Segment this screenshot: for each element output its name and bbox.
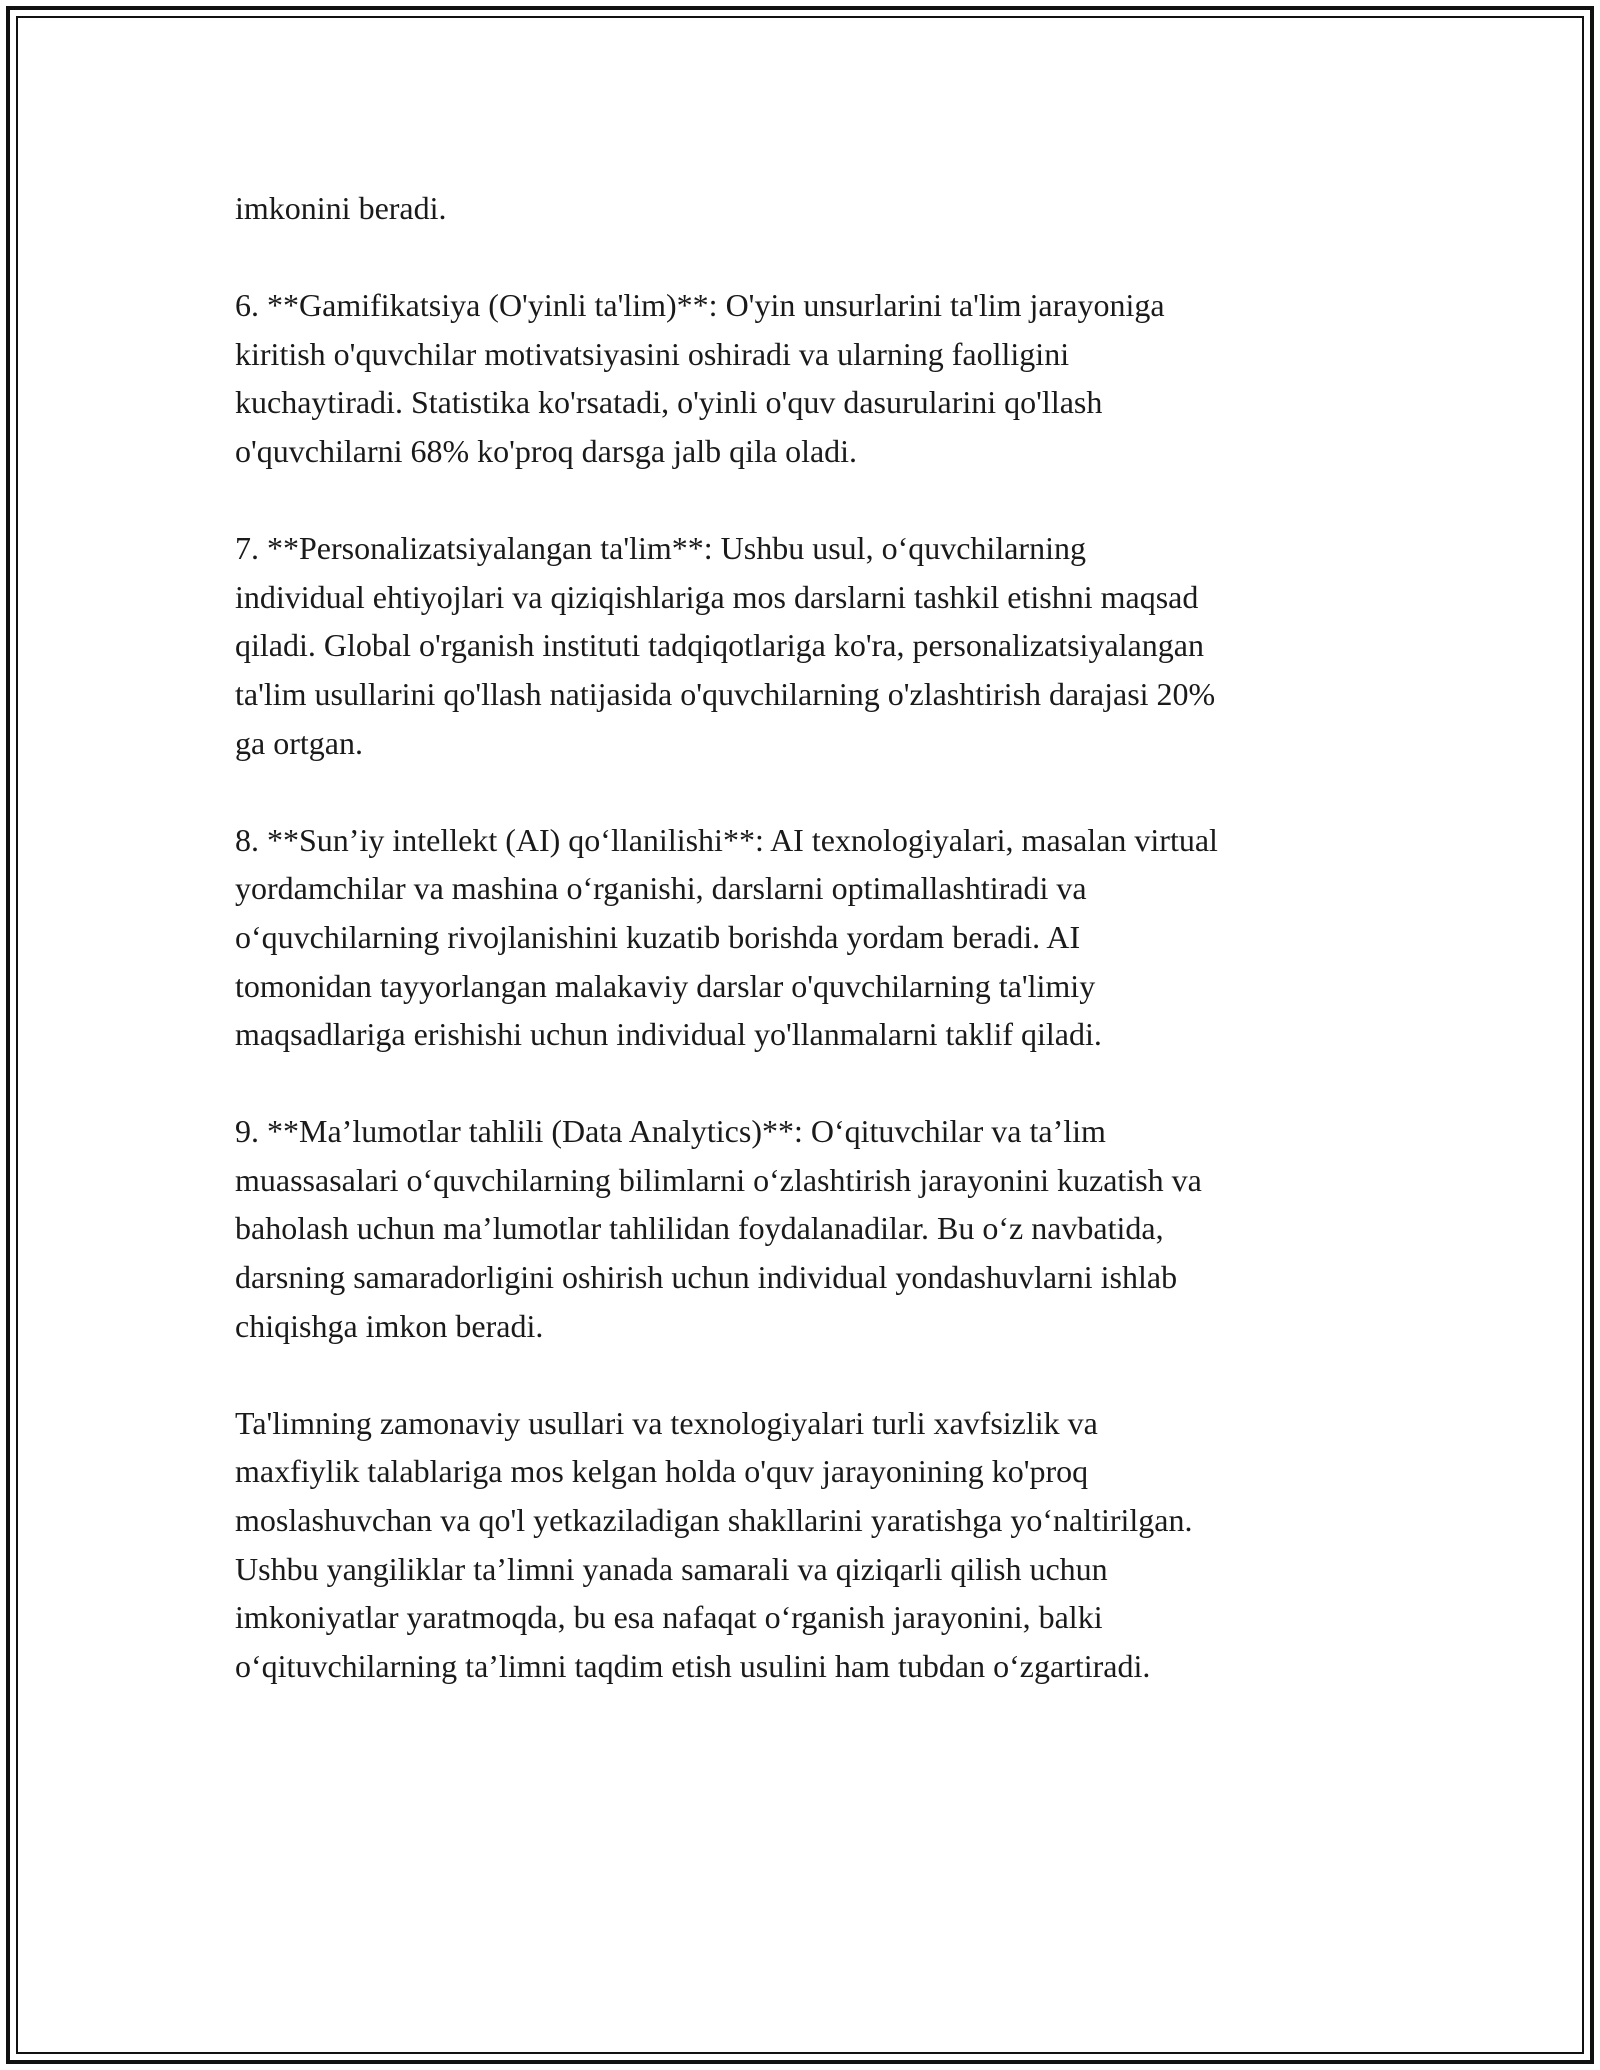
- paragraph-continuation: imkonini beradi.: [235, 190, 447, 226]
- closing-paragraph: Ta'limning zamonaviy usullari va texnologiyalari turli xavfsizlik va maxfiylik talablariga mos kelgan holda o'quv jarayonining ko'proq moslashuvchan va qo'l yetkaziladigan shakllarini yaratishga yo‘naltirilgan. Ushbu yangiliklar ta’limni yanada samarali va qiziqarli qilish uchun imkoniyatlar yaratmoqda, bu esa nafaqat o‘rganish jarayonini, balki o‘qituvchilarning ta’limni taqdim etish usulini ham tubdan o‘zgartiradi.: [235, 1404, 1193, 1684]
- list-item-artificial-intelligence: 8. **Sun’iy intellekt (AI) qo‘llanilishi**: AI texnologiyalari, masalan virtual yordamchilar va mashina o‘rganishi, darslarni optimallashtiradi va o‘quvchilarning rivojlanishini kuzatib borishda yordam beradi. AI tomonidan tayyorlangan malakaviy darslar o'quvchilarning ta'limiy maqsadlariga erishishi uchun individual yo'llanmalarni taklif qiladi.: [235, 821, 1218, 1053]
- list-item-gamification: 6. **Gamifikatsiya (O'yinli ta'lim)**: O'yin unsurlarini ta'lim jarayoniga kiritish o'quvchilar motivatsiyasini oshiradi va ularning faolligini kuchaytiradi. Statistika ko'rsatadi, o'yinli o'quv dasurularini qo'llash o'quvchilarni 68% ko'proq darsga jalb qila oladi.: [235, 287, 1165, 469]
- document-body: [235, 184, 1385, 1690]
- list-item-personalized-learning: 7. **Personalizatsiyalangan ta'lim**: Ushbu usul, o‘quvchilarning individual ehtiyojlari va qiziqishlariga mos darslarni tashkil etishni maqsad qiladi. Global o'rganish instituti tadqiqotlariga ko'ra, personalizatsiyalangan ta'lim usullarini qo'llash natijasida o'quvchilarning o'zlashtirish darajasi 20% ga ortgan.: [235, 530, 1216, 761]
- list-item-data-analytics: 9. **Ma’lumotlar tahlili (Data Analytics)**: O‘qituvchilar va ta’lim muassasalari o‘quvchilarning bilimlarni o‘zlashtirish jarayonini kuzatish va baholash uchun ma’lumotlar tahlilidan foydalanadilar. Bu o‘z navbatida, darsning samaradorligini oshirish uchun individual yondashuvlarni ishlab chiqishga imkon beradi.: [235, 1113, 1202, 1344]
